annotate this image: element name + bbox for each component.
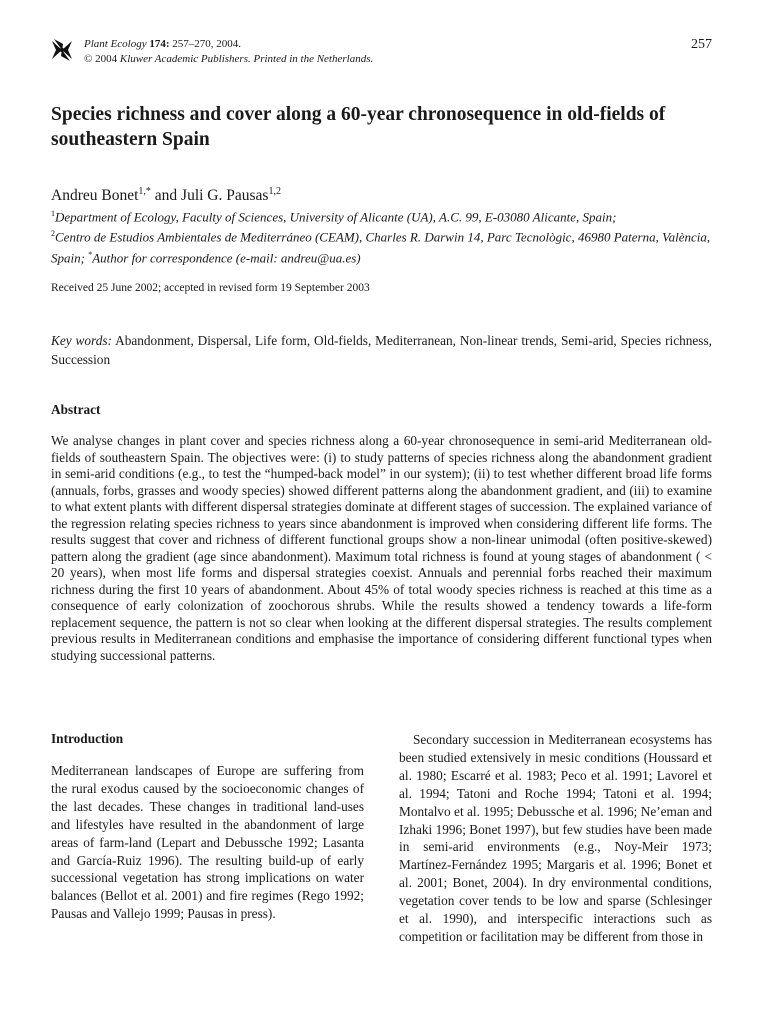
journal-pages: 257–270, 2004. (172, 38, 242, 50)
journal-name: Plant Ecology (84, 38, 147, 50)
received-dates: Received 25 June 2002; accepted in revised form 19 September 2003 (51, 282, 370, 294)
affiliations (51, 205, 721, 266)
correspondence-note: Author for correspondence (e-mail: andreu@ua.es) (92, 249, 361, 265)
copyright-notice (84, 52, 373, 66)
page-number: 257 (691, 37, 712, 52)
kluwer-logo-icon (50, 38, 74, 62)
introduction-paragraph: Mediterranean landscapes of Europe are suffering from the rural exodus caused by the socioeconomic changes of the last decades. These changes in traditional land-uses and lifestyles have resulted in the abandonment of large areas of farm-land (Lepart and Debussche 1992; Lasanta and García-Ruiz 1996). The resulting build-up of early successional vegetation has strong implications on water balances (Bellot et al. 2001) and fire regimes (Rego 1992; Pausas and Vallejo 1999; Pausas in press). (51, 763, 364, 922)
affiliation-1: Department of Ecology, Faculty of Sciences, University of Alicante (UA), A.C. 99, E-03080 Alicante, Spain; (55, 209, 617, 225)
author-list (51, 182, 281, 206)
journal-citation (84, 37, 241, 51)
author-superscript: 1,* (138, 186, 151, 197)
affiliation-marker: 1 (51, 209, 55, 218)
copyright-year: © 2004 (84, 53, 118, 65)
correspondence-marker: * (88, 249, 93, 259)
affiliation-2: Centro de Estudios Ambientales de Mediterráneo (CEAM), Charles R. Darwin 14, Parc Tecnològic, 46980 Paterna, València, Spain; (51, 229, 711, 265)
keywords-text: Abandonment, Dispersal, Life form, Old-fields, Mediterranean, Non-linear trends, Semi-arid, Species richness, Succession (51, 333, 712, 367)
publisher-text: Kluwer Academic Publishers. Printed in the Netherlands. (119, 53, 374, 65)
left-column (51, 731, 364, 923)
paper-title: Species richness and cover along a 60-year chronosequence in old-fields of southeastern Spain (51, 104, 666, 150)
journal-volume: 174: (149, 38, 170, 50)
author-name: Juli G. Pausas (181, 187, 269, 205)
author-connector: and (150, 187, 182, 205)
author-superscript: 1,2 (268, 186, 281, 197)
affiliation-marker: 2 (51, 229, 55, 239)
author-name: Andreu Bonet (51, 187, 139, 205)
keywords-label: Key words: (51, 333, 112, 348)
right-column (399, 731, 712, 946)
introduction-paragraph: Secondary succession in Mediterranean ecosystems has been studied extensively in mesic conditions (Houssard et al. 1980; Escarré et al. 1983; Peco et al. 1991; Lavorel et al. 1994; Tatoni and Roche 1994; Tatoni et al. 1994; Montalvo et al. 1995; Debussche et al. 1996; Ne’eman and Izhaki 1996; Bonet 1997), but few studies have been made in semi-arid environments (e.g., Noy-Meir 1973; Martínez-Fernández 1995; Margaris et al. 1996; Bonet et al. 2001; Bonet, 2004). In dry environmental conditions, vegetation cover tends to be low and sparse (Schlesinger et al. 1990), and interspecific interactions such as competition or facilitation may be different from those in (399, 732, 712, 944)
abstract-body: We analyse changes in plant cover and species richness along a 60-year chronosequence in semi-arid Mediterranean old-fields of southeastern Spain. The objectives were: (i) to study patterns of species richness along the abandonment gradient in semi-arid conditions (e.g., to test the “humped-back model” in our system); (ii) to test whether different broad life forms (annuals, forbs, grasses and woody species) showed different patterns along the abandonment gradient, and (iii) to examine to what extent plants with different dispersal strategies dominate at different stages of succession. The explained variance of the regression relating species richness to years since abandonment is improved when considering different life forms. The results suggest that cover and richness of different functional groups show a non-linear unimodal (often positive-skewed) pattern along the gradient (age since abandonment). Maximum total richness is found at young stages of abandonment ( < 20 years), when most life forms and dispersal strategies coexist. Annuals and perennial forbs reached their maximum richness during the first 10 years of abandonment. About 45% of total woody species richness is reached at this time as a consequence of early colonization of zoochorous shrubs. While the results showed a tendency towards a life-form replacement sequence, the pattern is not so clear when looking at the different dispersal strategies. The results complement previous results in Mediterranean conditions and emphasise the importance of considering different functional types when studying successional patterns. (51, 433, 712, 663)
keywords (51, 331, 712, 369)
introduction-heading: Introduction (51, 731, 124, 746)
abstract-heading: Abstract (51, 402, 101, 417)
